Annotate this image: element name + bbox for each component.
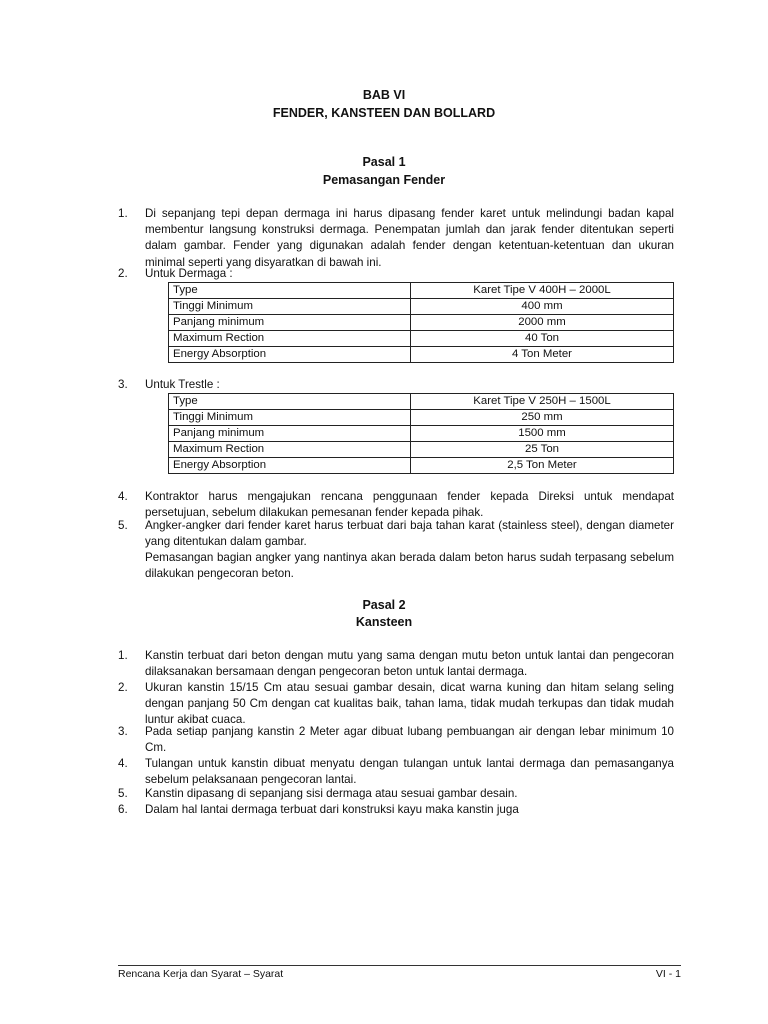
pasal1-item-5 — [118, 518, 674, 550]
pasal1-item-2 — [118, 266, 674, 282]
item-number: 4. — [118, 757, 128, 770]
item-text: Kontraktor harus mengajukan rencana penggunaan fender kepada Direksi untuk mendapat persetujuan, sebelum dilakukan pemesanan fender kepada pihak. — [145, 490, 674, 520]
item-number: 2. — [118, 267, 128, 280]
item-text: Kanstin terbuat dari beton dengan mutu yang sama dengan mutu beton untuk lantai dan pengecoran dilaksanakan bersamaan dengan pengecoran beton untuk lantai dermaga. — [145, 649, 674, 679]
footer-page-number: VI - 1 — [655, 968, 681, 980]
table-cell-label: Type — [169, 394, 411, 410]
pasal2-item-2 — [118, 680, 674, 729]
table-cell-label: Panjang minimum — [169, 315, 411, 331]
table-cell-value: Karet Tipe V 400H – 2000L — [411, 283, 674, 299]
table-cell-label: Maximum Rection — [169, 331, 411, 347]
pasal1-item-5-note: Pemasangan bagian angker yang nantinya akan berada dalam beton harus sudah terpasang sebelum dilakukan pengecoran beton. — [145, 551, 674, 581]
table-cell-label: Energy Absorption — [169, 347, 411, 363]
item-number: 5. — [118, 519, 128, 532]
item-number: 1. — [118, 649, 128, 662]
item-number: 5. — [118, 787, 128, 800]
item-text: Kanstin dipasang di sepanjang sisi dermaga atau sesuai gambar desain. — [145, 787, 518, 800]
table-cell-label: Maximum Rection — [169, 442, 411, 458]
table-row — [169, 426, 674, 442]
item-text: Di sepanjang tepi depan dermaga ini harus dipasang fender karet untuk melindungi badan kapal membentur langsung konstruksi dermaga. Penempatan jumlah dan jarak fender ditentukan seperti dalam gambar. Fender yang digunakan adalah fender dengan ketentuan-ketentuan dan ukuran minimal seperti yang disyaratkan di bawah ini. — [145, 207, 674, 269]
pasal1-heading: Pasal 1 — [362, 155, 406, 169]
item-number: 3. — [118, 725, 128, 738]
item-text: Untuk Dermaga : — [145, 267, 233, 280]
pasal2-heading: Pasal 2 — [362, 598, 406, 612]
item-text: Ukuran kanstin 15/15 Cm atau sesuai gambar desain, dicat warna kuning dan hitam selang seling dengan panjang 50 Cm dengan cat kualitas baik, tahan lama, tidak mudah terkupas dan tidak mudah luntur akibat cuaca. — [145, 681, 674, 727]
table-cell-value: Karet Tipe V 250H – 1500L — [411, 394, 674, 410]
pasal1-subheading: Pemasangan Fender — [322, 173, 446, 187]
table-row — [169, 442, 674, 458]
table-cell-label: Panjang minimum — [169, 426, 411, 442]
footer-divider — [118, 965, 681, 966]
item-number: 1. — [118, 207, 128, 220]
pasal2-item-6 — [118, 802, 674, 818]
table-row — [169, 394, 674, 410]
table-row — [169, 458, 674, 474]
table-row — [169, 299, 674, 315]
item-number: 3. — [118, 378, 128, 391]
table-cell-value: 2,5 Ton Meter — [411, 458, 674, 474]
item-number: 6. — [118, 803, 128, 816]
pasal2-item-3 — [118, 724, 674, 756]
pasal1-item-3 — [118, 377, 674, 393]
item-text: Dalam hal lantai dermaga terbuat dari konstruksi kayu maka kanstin juga — [145, 803, 519, 816]
table-row — [169, 347, 674, 363]
table-row — [169, 283, 674, 299]
table-cell-value: 2000 mm — [411, 315, 674, 331]
pasal2-item-5 — [118, 786, 674, 802]
chapter-number: BAB VI — [362, 88, 406, 102]
table-cell-value: 4 Ton Meter — [411, 347, 674, 363]
table-cell-label: Tinggi Minimum — [169, 299, 411, 315]
dermaga-fender-table — [168, 282, 674, 363]
table-cell-value: 400 mm — [411, 299, 674, 315]
trestle-fender-table — [168, 393, 674, 474]
table-row — [169, 331, 674, 347]
table-cell-label: Tinggi Minimum — [169, 410, 411, 426]
table-cell-value: 1500 mm — [411, 426, 674, 442]
pasal2-subheading: Kansteen — [355, 615, 413, 629]
footer-document-title: Rencana Kerja dan Syarat – Syarat — [118, 968, 284, 980]
item-text: Pada setiap panjang kanstin 2 Meter agar dibuat lubang pembuangan air dengan lebar minimum 10 Cm. — [145, 725, 674, 755]
item-text: Untuk Trestle : — [145, 378, 220, 391]
table-cell-label: Type — [169, 283, 411, 299]
table-cell-value: 25 Ton — [411, 442, 674, 458]
table-row — [169, 410, 674, 426]
pasal1-item-1 — [118, 206, 674, 271]
pasal2-item-1 — [118, 648, 674, 680]
table-cell-value: 40 Ton — [411, 331, 674, 347]
item-text: Tulangan untuk kanstin dibuat menyatu dengan tulangan untuk lantai dermaga dan pemasanganya sebelum pelaksanaan pengecoran lantai. — [145, 757, 674, 787]
table-cell-value: 250 mm — [411, 410, 674, 426]
item-text: Angker-angker dari fender karet harus terbuat dari baja tahan karat (stainless steel), dengan diameter yang ditentukan dalam gambar. — [145, 519, 674, 549]
item-number: 4. — [118, 490, 128, 503]
table-row — [169, 315, 674, 331]
chapter-title: FENDER, KANSTEEN DAN BOLLARD — [272, 106, 496, 120]
pasal2-item-4 — [118, 756, 674, 788]
item-number: 2. — [118, 681, 128, 694]
table-cell-label: Energy Absorption — [169, 458, 411, 474]
pasal1-item-4 — [118, 489, 674, 521]
